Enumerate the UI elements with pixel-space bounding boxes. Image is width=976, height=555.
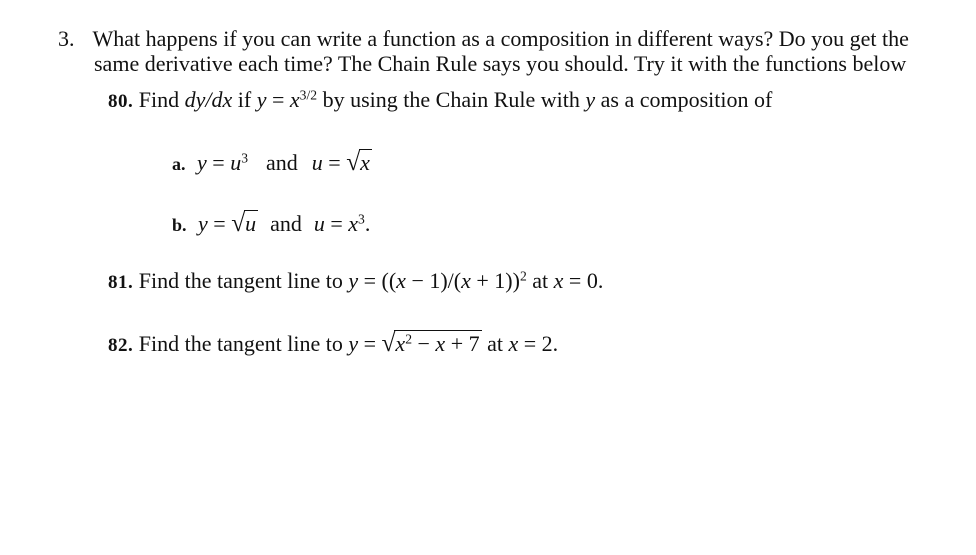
problem-80-part-a bbox=[172, 148, 372, 177]
problem-82-equals: = bbox=[358, 331, 382, 356]
problem-82-rad-x: x bbox=[395, 331, 406, 356]
part-a-equals-1: = bbox=[206, 150, 231, 175]
problem-81-text: Find the tangent line to bbox=[138, 268, 349, 293]
part-b-equals-2: = bbox=[324, 211, 349, 236]
part-b-x: x bbox=[348, 211, 359, 236]
part-b-and: and bbox=[270, 211, 302, 236]
part-b-sqrt: √u bbox=[231, 209, 257, 237]
problem-82-rad-x2: x bbox=[435, 331, 446, 356]
problem-81-end: = 0. bbox=[563, 268, 604, 293]
problem-80-equals: = bbox=[266, 87, 290, 112]
part-a-u: u bbox=[230, 150, 242, 175]
part-a-label: a. bbox=[172, 154, 186, 174]
problem-81-at: at bbox=[526, 268, 554, 293]
problem-81-x3: x bbox=[553, 268, 564, 293]
problem-80-exponent: 3/2 bbox=[299, 87, 318, 103]
part-b-exponent: 3 bbox=[358, 211, 365, 227]
problem-3-line-2 bbox=[94, 51, 906, 77]
part-b-period: . bbox=[364, 211, 371, 236]
part-a-sqrt: √x bbox=[346, 148, 370, 176]
problem-81 bbox=[108, 268, 603, 294]
problem-3-line-1 bbox=[58, 26, 909, 52]
problem-81-exponent: 2 bbox=[519, 268, 527, 284]
problem-82-x: x bbox=[508, 331, 519, 356]
part-b-u2: u bbox=[313, 211, 325, 236]
problem-82-rad-minus: − bbox=[412, 331, 436, 356]
problem-82-text: Find the tangent line to bbox=[138, 331, 349, 356]
part-b-label: b. bbox=[172, 215, 187, 235]
part-b-y: y bbox=[198, 211, 208, 236]
problem-80-text-find: Find bbox=[138, 87, 185, 112]
problem-81-expr-2: − 1)/( bbox=[405, 268, 462, 293]
problem-81-expr-3: + 1)) bbox=[470, 268, 520, 293]
part-b-equals-1: = bbox=[207, 211, 232, 236]
problem-80-x: x bbox=[289, 87, 300, 112]
problem-80-text-chain: by using the Chain Rule with bbox=[317, 87, 586, 112]
problem-81-y: y bbox=[348, 268, 359, 293]
problem-80-y-var: y bbox=[585, 87, 596, 112]
problem-82-at: at bbox=[481, 331, 509, 356]
part-a-u2: u bbox=[311, 150, 323, 175]
problem-80-y: y bbox=[256, 87, 267, 112]
problem-82 bbox=[108, 329, 558, 358]
problem-82-end: = 2. bbox=[518, 331, 559, 356]
part-a-exponent: 3 bbox=[241, 150, 248, 166]
problem-82-sqrt: $√x^2 - x + 7$ bbox=[381, 329, 480, 357]
problem-3-text-1: What happens if you can write a function as a composition in different ways? Do you get the bbox=[92, 26, 909, 51]
problem-82-rad-exponent: 2 bbox=[405, 331, 412, 347]
part-a-radicand: x bbox=[360, 150, 370, 175]
part-b-radicand: u bbox=[245, 211, 257, 236]
problem-81-number: 81. bbox=[108, 272, 134, 293]
problem-3-number: 3. bbox=[58, 26, 75, 51]
problem-82-rad-plus7: + 7 bbox=[445, 331, 480, 356]
problem-80-part-b bbox=[172, 209, 370, 238]
problem-80 bbox=[108, 87, 772, 113]
part-a-equals-2: = bbox=[322, 150, 347, 175]
problem-80-text-if: if bbox=[232, 87, 257, 112]
part-a-and: and bbox=[266, 150, 298, 175]
problem-81-expr-1: = (( bbox=[358, 268, 397, 293]
problem-80-text-end: as a composition of bbox=[595, 87, 773, 112]
problem-80-dydx: dy/dx bbox=[184, 87, 233, 112]
problem-3-text-2: same derivative each time? The Chain Rule says you should. Try it with the functions below bbox=[94, 51, 907, 76]
problem-81-x2: x bbox=[461, 268, 471, 293]
problem-82-number: 82. bbox=[108, 335, 134, 356]
problem-81-x1: x bbox=[396, 268, 406, 293]
problem-82-y: y bbox=[348, 331, 359, 356]
part-a-y: y bbox=[197, 150, 207, 175]
problem-80-number: 80. bbox=[108, 91, 134, 112]
